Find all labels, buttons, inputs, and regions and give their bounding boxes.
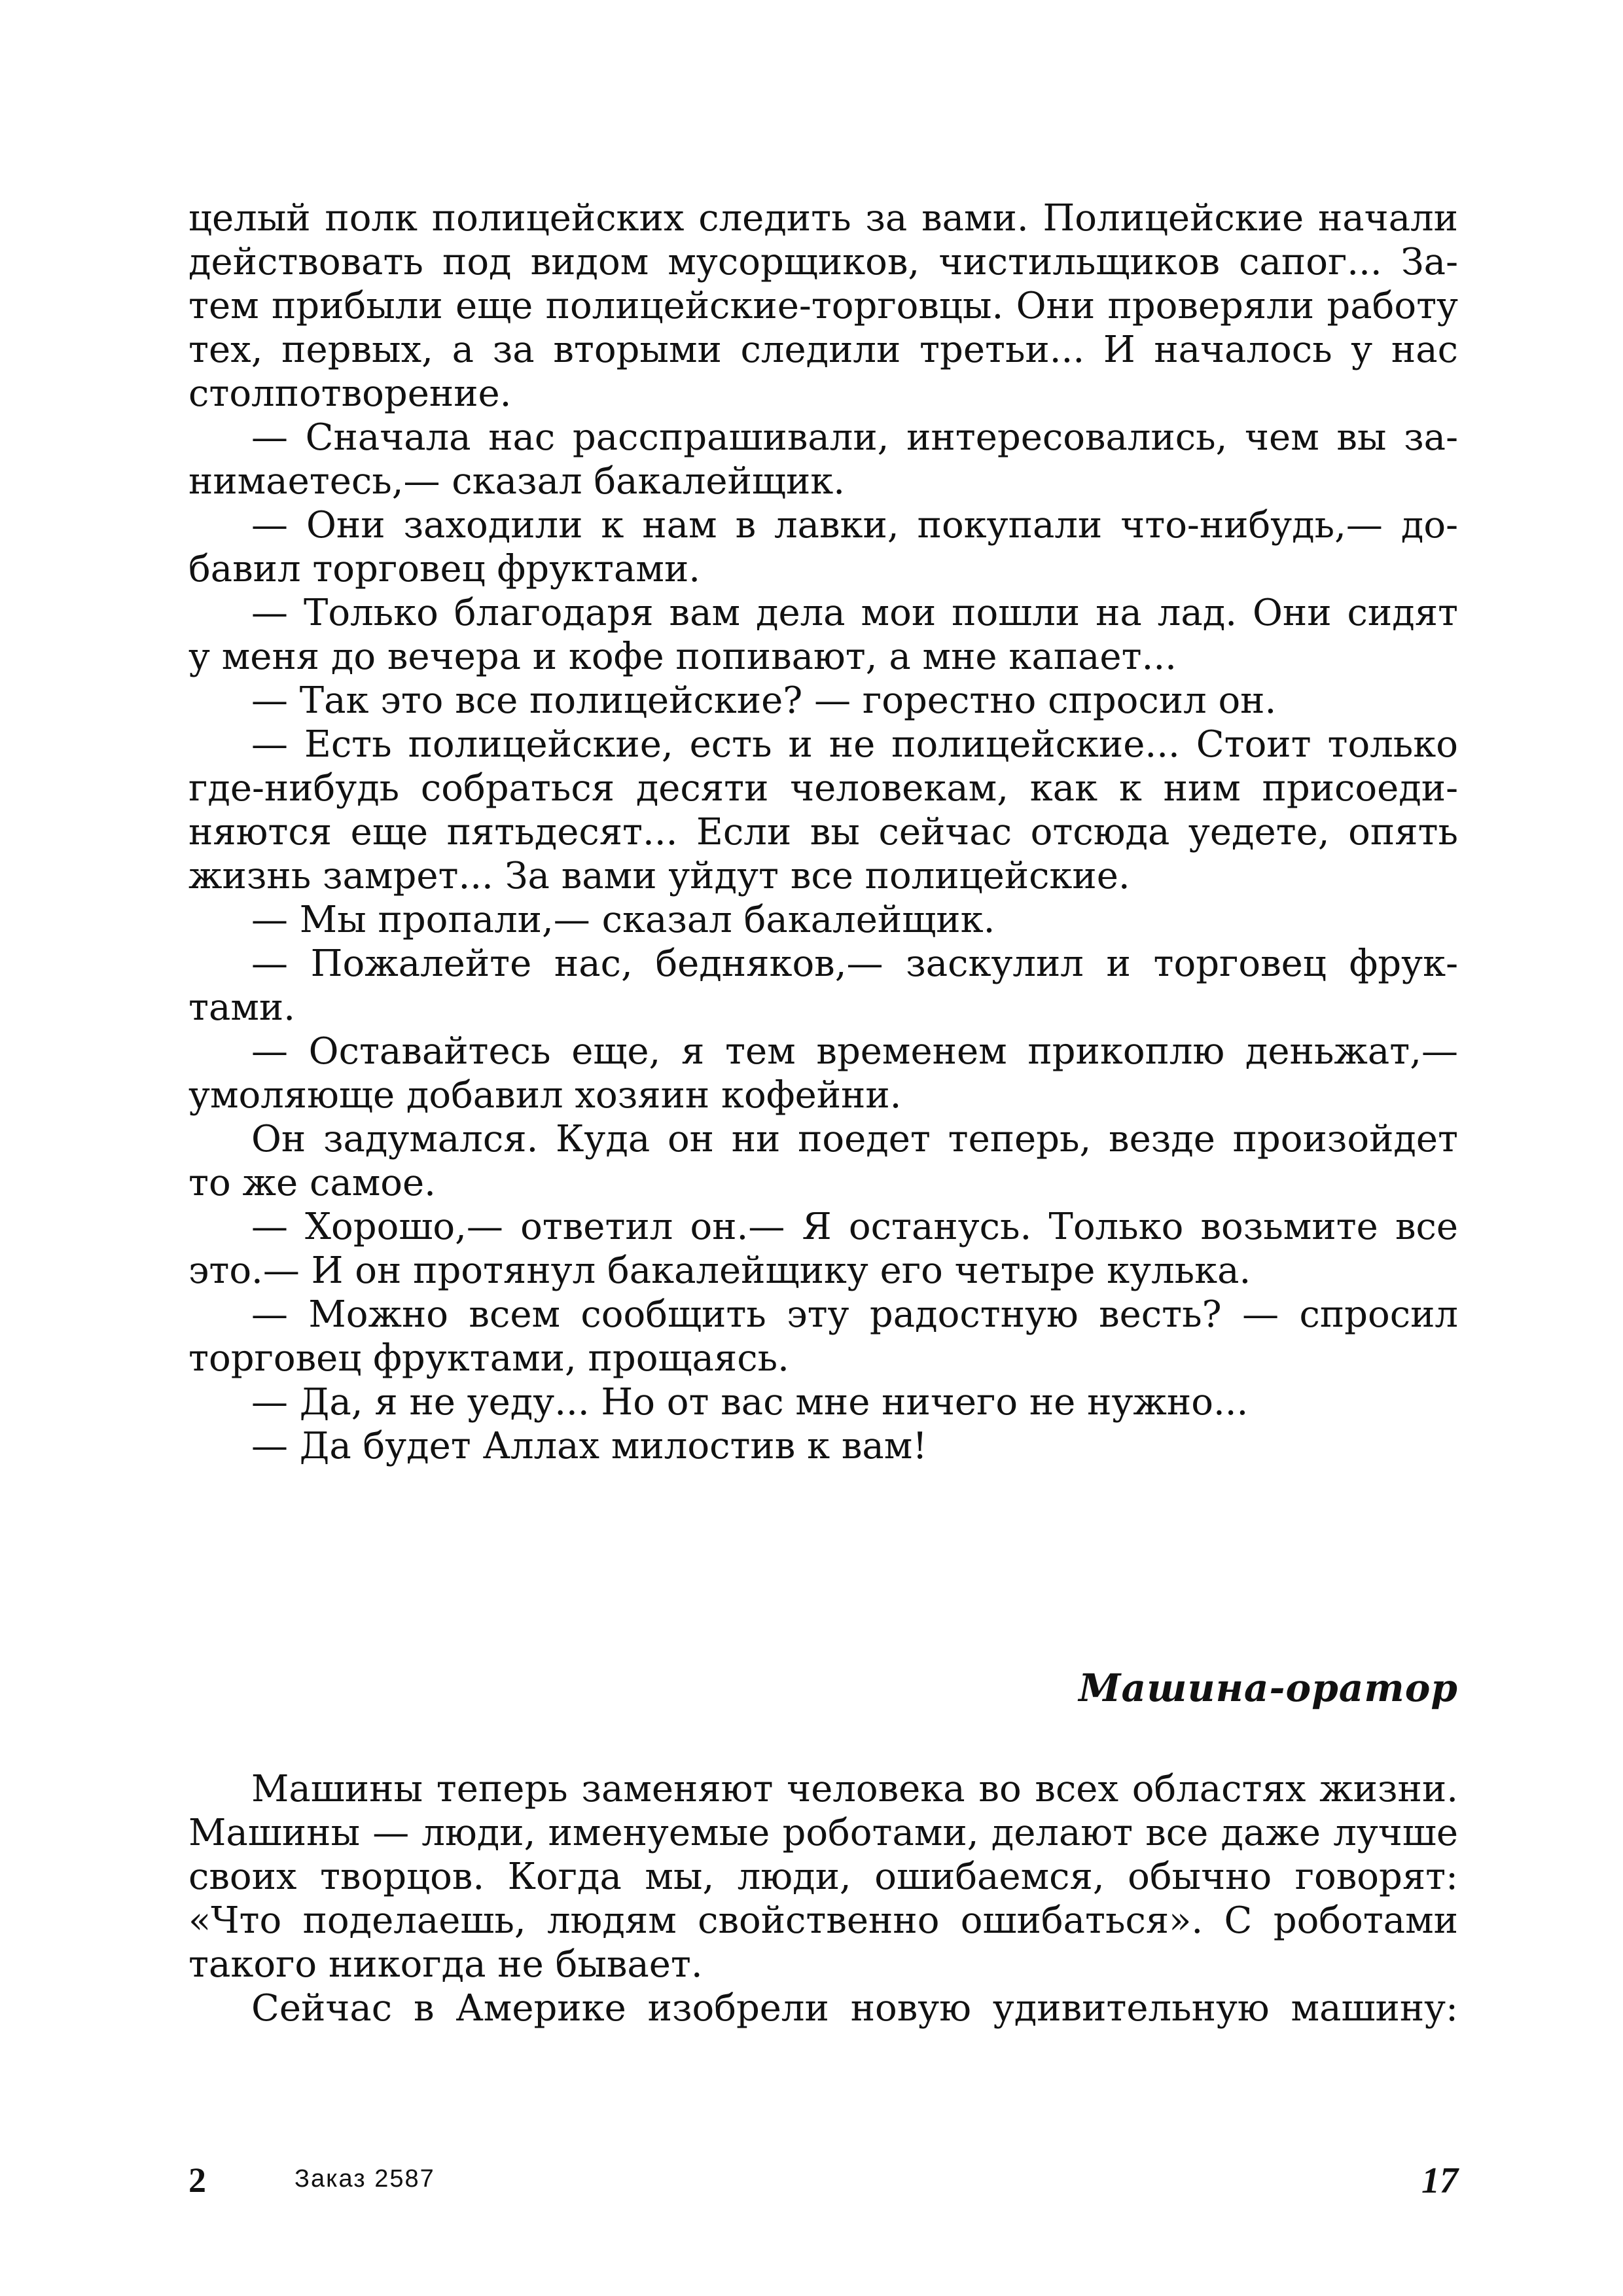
text-line: — Мы пропали,— сказал бакалейщик. bbox=[251, 899, 995, 941]
text-line: тами. bbox=[188, 986, 296, 1029]
text-line: тем прибыли еще полицейские-торговцы. Они проверяли работу bbox=[188, 285, 1458, 327]
text-line: — Можно всем сообщить эту радостную весть? — спросил bbox=[251, 1293, 1458, 1336]
text-line: Машины теперь заменяют человека во всех областях жизни. bbox=[251, 1768, 1458, 1810]
text-line: столпотворение. bbox=[188, 372, 512, 415]
text-line: где-нибудь собраться десяти человекам, как к ним присоеди- bbox=[188, 767, 1458, 810]
text-line: это.— И он протянул бакалейщику его четыре кулька. bbox=[188, 1249, 1251, 1292]
text-line: нимаетесь,— сказал бакалейщик. bbox=[188, 460, 846, 503]
text-line: своих творцов. Когда мы, люди, ошибаемся, обычно говорят: bbox=[188, 1856, 1458, 1898]
text-line: жизнь замрет... За вами уйдут все полицейские. bbox=[188, 855, 1130, 897]
text-line: — Сначала нас расспрашивали, интересовались, чем вы за- bbox=[251, 416, 1458, 459]
page-number: 17 bbox=[1421, 2161, 1458, 2201]
text-line: Машины — люди, именуемые роботами, делают все даже лучше bbox=[188, 1812, 1458, 1854]
text-line: торговец фруктами, прощаясь. bbox=[188, 1337, 789, 1380]
story-text-top bbox=[188, 196, 1458, 1468]
story-text-bottom bbox=[188, 1767, 1458, 2030]
text-line: — Да, я не уеду... Но от вас мне ничего не нужно... bbox=[251, 1381, 1249, 1424]
text-line: — Да будет Аллах милостив к вам! bbox=[251, 1425, 927, 1467]
text-line: Сейчас в Америке изобрели новую удивительную машину: bbox=[251, 1987, 1458, 2030]
text-line: — Оставайтесь еще, я тем временем прикоплю деньжат,— bbox=[251, 1030, 1458, 1073]
text-line: — Так это все полицейские? — горестно спросил он. bbox=[251, 679, 1277, 722]
text-line: — Хорошо,— ответил он.— Я останусь. Только возьмите все bbox=[251, 1206, 1458, 1248]
text-line: то же самое. bbox=[188, 1162, 436, 1204]
text-line: тех, первых, а за вторыми следили третьи... И началось у нас bbox=[188, 329, 1458, 371]
text-line: у меня до вечера и кофе попивают, а мне капает... bbox=[188, 636, 1177, 678]
text-line: «Что поделаешь, людям свойственно ошибаться». С роботами bbox=[188, 1899, 1458, 1942]
text-line: — Они заходили к нам в лавки, покупали что-нибудь,— до- bbox=[251, 504, 1458, 547]
text-line: умоляюще добавил хозяин кофейни. bbox=[188, 1074, 902, 1117]
text-line: няются еще пятьдесят... Если вы сейчас отсюда уедете, опять bbox=[188, 811, 1458, 853]
print-order-number: Заказ 2587 bbox=[294, 2165, 435, 2193]
text-line: — Только благодаря вам дела мои пошли на лад. Они сидят bbox=[251, 592, 1458, 634]
text-line: — Есть полицейские, есть и не полицейские... Стоит только bbox=[251, 723, 1458, 766]
section-title: Машина-оратор bbox=[1079, 1666, 1458, 1710]
text-line: бавил торговец фруктами. bbox=[188, 548, 701, 590]
text-line: — Пожалейте нас, бедняков,— заскулил и торговец фрук- bbox=[251, 942, 1458, 985]
text-line: целый полк полицейских следить за вами. Полицейские начали bbox=[188, 197, 1458, 240]
text-line: Он задумался. Куда он ни поедет теперь, везде произойдет bbox=[251, 1118, 1458, 1160]
sheet-signature-number: 2 bbox=[188, 2161, 206, 2200]
text-line: действовать под видом мусорщиков, чистильщиков сапог... За- bbox=[188, 241, 1458, 283]
text-line: такого никогда не бывает. bbox=[188, 1943, 703, 1986]
